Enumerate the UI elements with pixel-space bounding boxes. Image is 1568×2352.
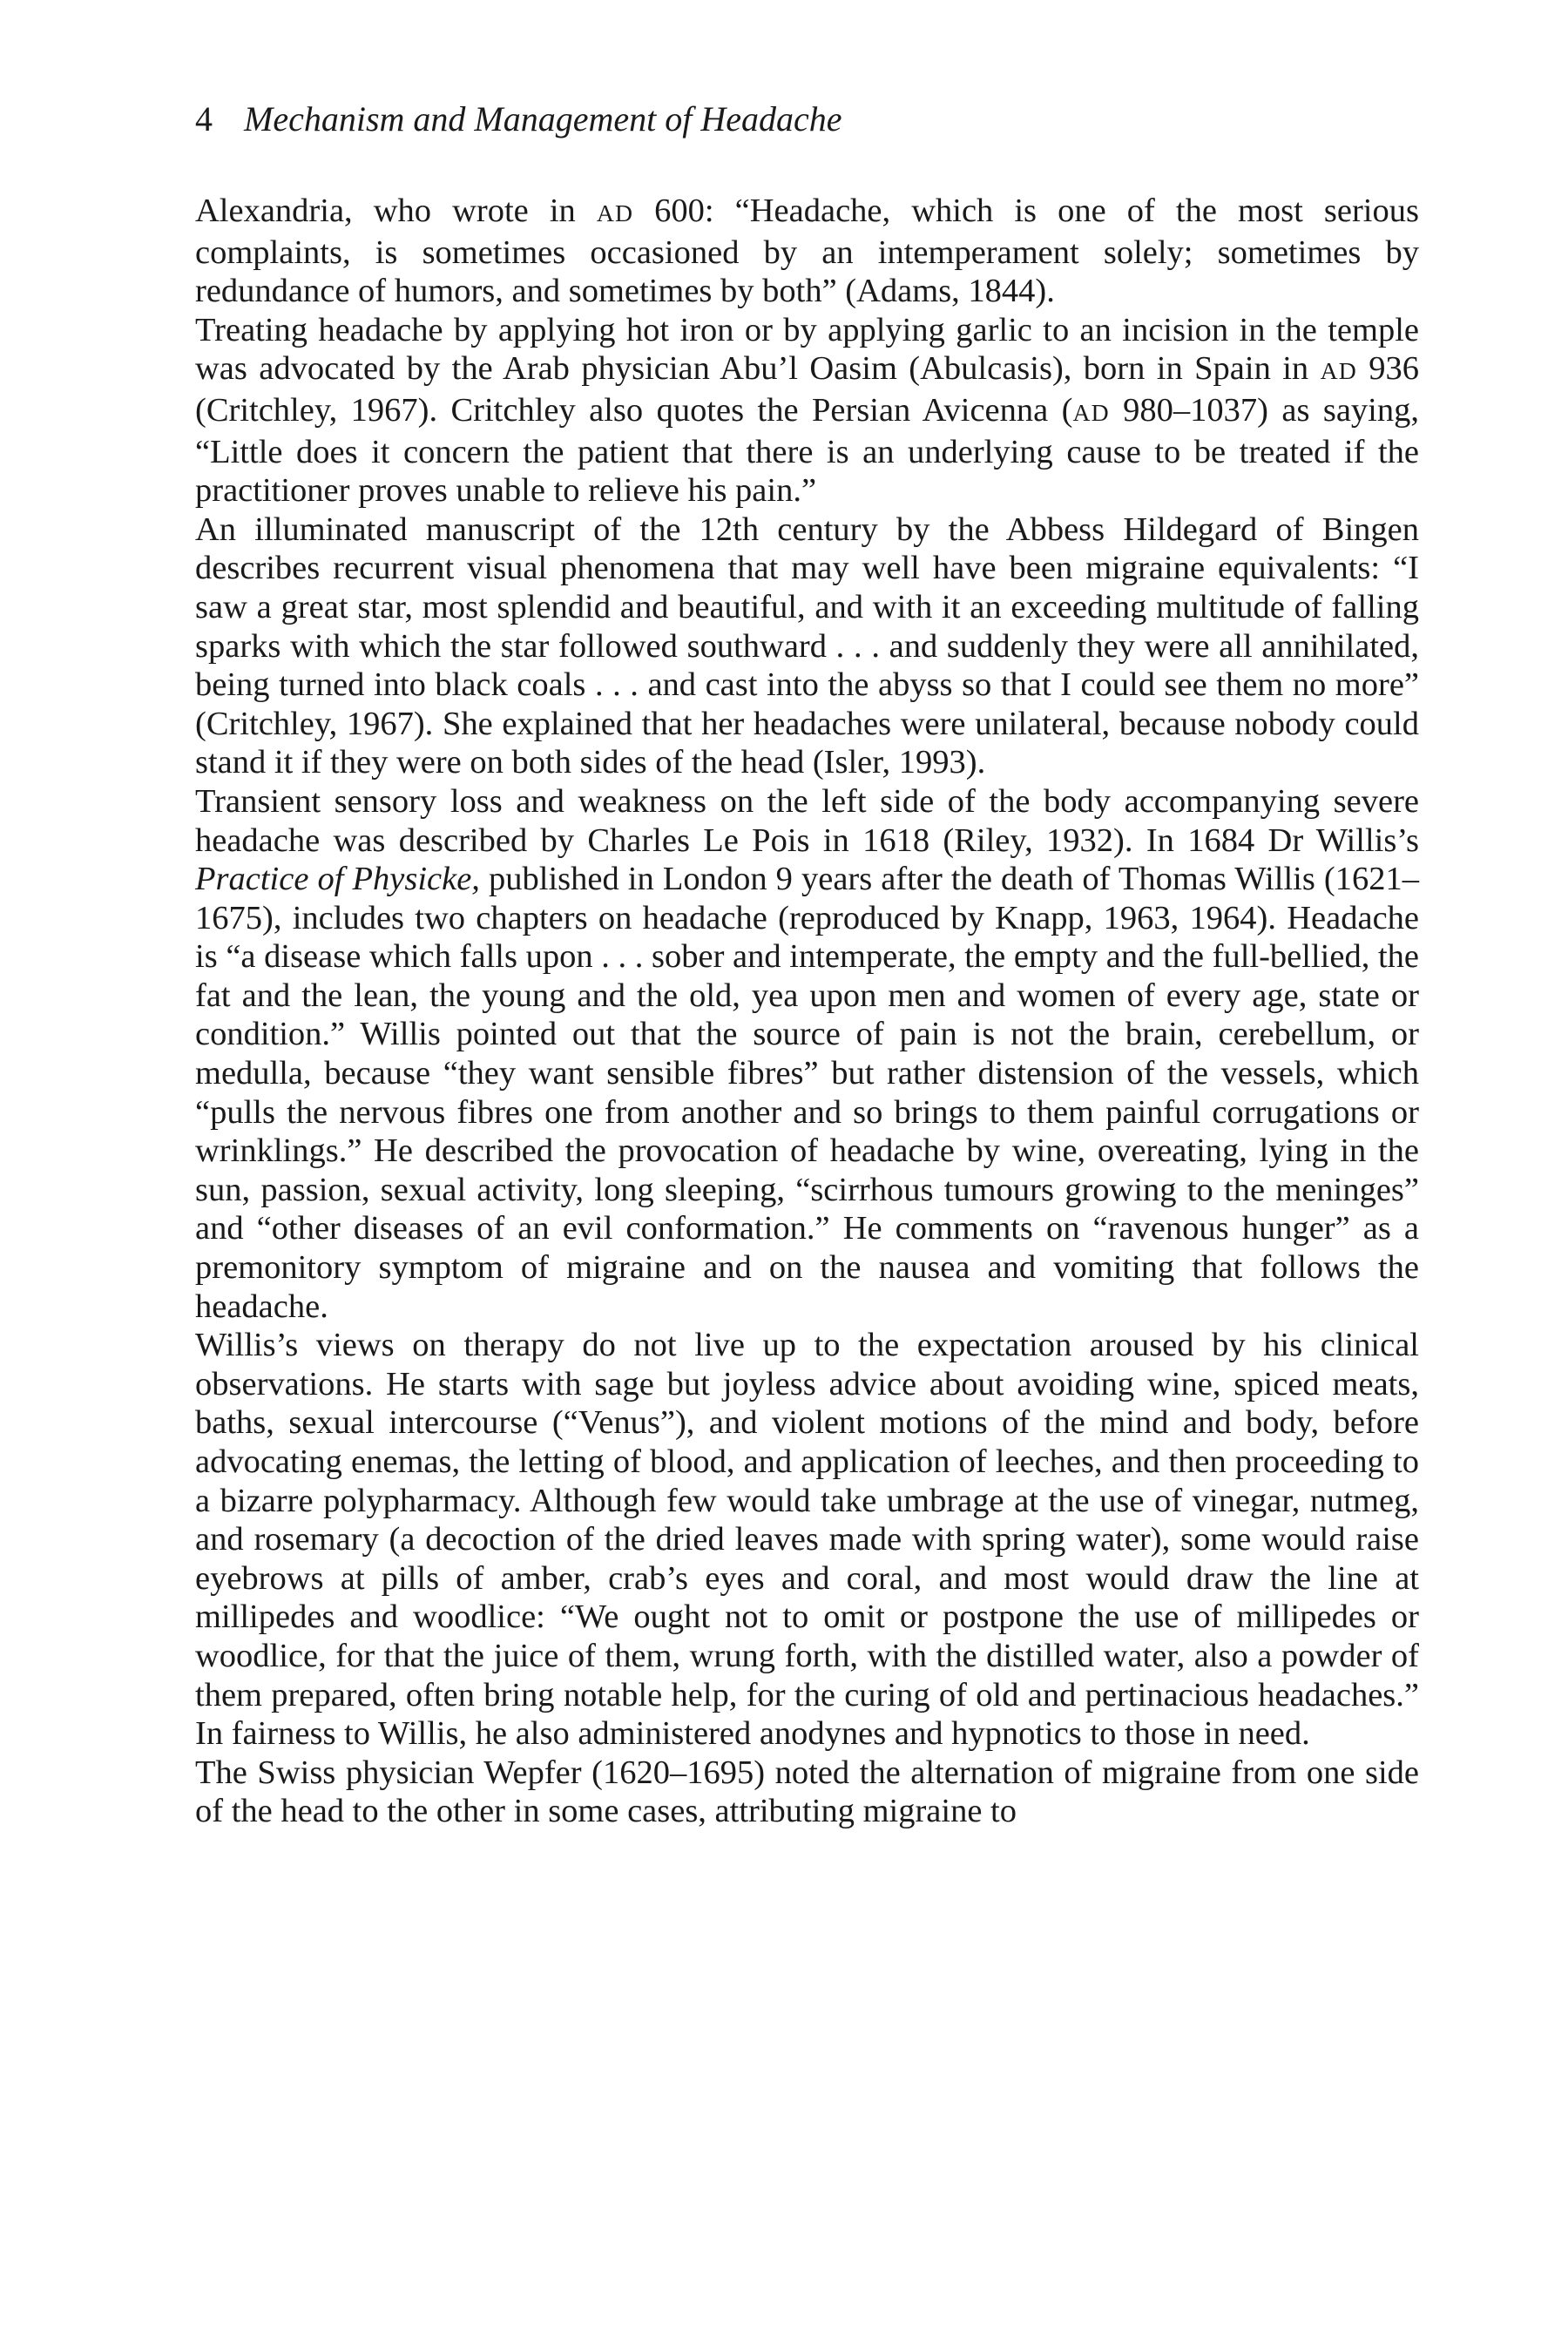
page-number: 4 [195,99,213,139]
text-span: 600: “Headache, which is one of the most serious complaints, is sometimes occasioned by an intemperament solely; sometimes by redundance of humors, and sometimes by both” (Adams, 1844). [195,193,1419,310]
paragraph-6 [195,1754,1419,1831]
era-abbreviation: AD [1072,398,1110,426]
running-title: Mechanism and Management of Headache [244,99,842,139]
text-span: Alexandria, who wrote in [195,193,597,229]
paragraph-2 [195,311,1419,510]
paragraph-4 [195,782,1419,1326]
paragraph-5 [195,1326,1419,1754]
paragraph-3 [195,510,1419,782]
text-span: Willis’s views on therapy do not live up to the expectation aroused by his clinical observations. He starts with sage but joyless advice about avoiding wine, spiced meats, baths, sexual intercourse (“Venus”), and violent motions of the mind and body, before advocating enemas, the letting of blood, and application of leeches, and then proceeding to a bizarre polypharmacy. Although few would take umbrage at the use of vinegar, nutmeg, and rosemary (a decoction of the dried leaves made with spring water), some would raise eyebrows at pills of amber, crab’s eyes and coral, and most would draw the line at millipedes and woodlice: “We ought not to omit or postpone the use of millipedes or woodlice, for that the juice of them, wrung forth, with the distilled water, also a powder of them prepared, often bring notable help, for the curing of old and pertinacious headaches.” In fairness to Willis, he also administered anodynes and hypnotics to those in need. [195,1327,1419,1753]
text-span: The Swiss physician Wepfer (1620–1695) noted the alternation of migraine from one side of the head to the other in some cases, attributing migraine to [195,1754,1419,1830]
text-span: Treating headache by applying hot iron or by applying garlic to an incision in the temple was advocated by the Arab physician Abu’l Oasim (Abulcasis), born in Spain in [195,311,1419,388]
body-text [195,192,1419,1831]
book-page [195,96,1419,1831]
text-span: Transient sensory loss and weakness on the left side of the body accompanying severe headache was described by Charles Le Pois in 1618 (Riley, 1932). In 1684 Dr Willis’s [195,782,1419,859]
text-span: An illuminated manuscript of the 12th century by the Abbess Hildegard of Bingen describes recurrent visual phenomena that may well have been migraine equivalents: “I saw a great star, most splendid and beautiful, and with it an exceeding multitude of falling sparks with which the star followed southward . . . and suddenly they were all annihilated, being turned into black coals . . . and cast into the abyss so that I could see them no more” (Critchley, 1967). She explained that her headaches were unilateral, because nobody could stand it if they were on both sides of the head (Isler, 1993). [195,510,1419,781]
book-title: Practice of Physicke, [195,861,480,898]
paragraph-1 [195,192,1419,311]
text-span: 980–1037) as saying, “Little does it concern the patient that there is an underlying cause to be treated if the practitioner proves unable to relieve his pain.” [195,391,1419,510]
running-head [195,96,1419,143]
era-abbreviation: AD [1320,357,1357,385]
text-span: published in London 9 years after the death of Thomas Willis (1621–1675), includes two chapters on headache (reproduced by Knapp, 1963, 1964). Headache is “a disease which falls upon . . . sober and intemperate, the empty and the full-bellied, the fat and the lean, the young and the old, yea upon men and women of every age, state or condition.” Willis pointed out that the source of pain is not the brain, cerebellum, or medulla, because “they want sensible fibres” but rather distension of the vessels, which “pulls the nervous fibres one from another and so brings to them painful corrugations or wrinklings.” He described the provocation of headache by wine, overeating, lying in the sun, passion, sexual activity, long sleeping, “scirrhous tumours growing to the meninges” and “other diseases of an evil conformation.” He comments on “ravenous hunger” as a premonitory symptom of migraine and on the nausea and vomiting that follows the headache. [195,861,1420,1325]
era-abbreviation: AD [596,199,634,226]
text-span: 936 (Critchley, 1967). Critchley also quotes the Persian Avicenna ( [195,350,1420,429]
